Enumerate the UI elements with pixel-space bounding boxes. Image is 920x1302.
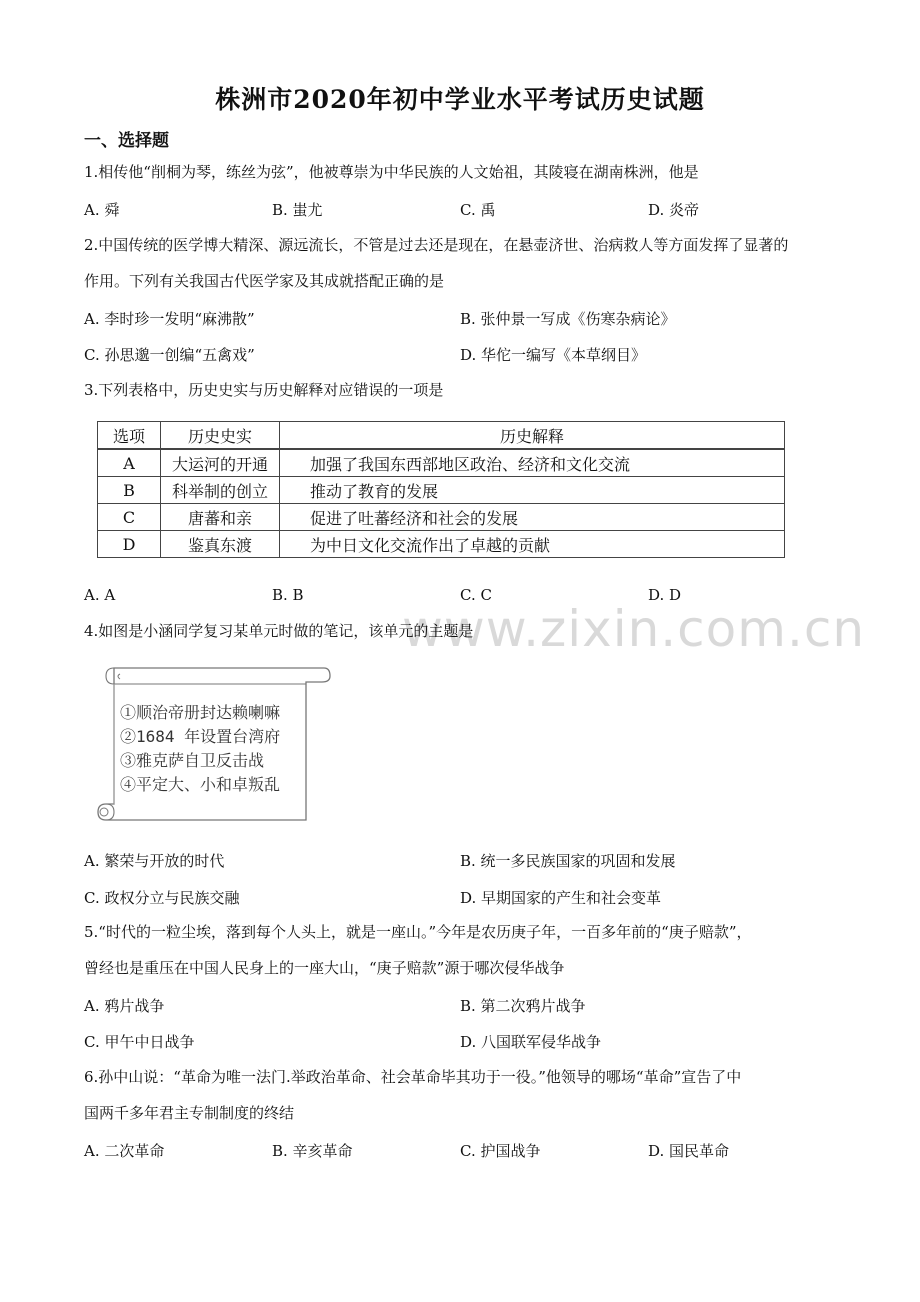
table-cell: 加强了我国东西部地区政治、经济和文化交流: [280, 449, 785, 477]
table-cell: D: [98, 531, 161, 558]
option-a[interactable]: A. 二次革命: [84, 1142, 165, 1160]
question-5-options-row1: [84, 995, 844, 1025]
option-c[interactable]: C. 孙思邈一创编“五禽戏”: [84, 346, 255, 364]
table-row: [98, 477, 785, 504]
table-header: 历史史实: [161, 422, 280, 450]
option-a[interactable]: A. 李时珍一发明“麻沸散”: [84, 310, 255, 328]
question-2-options-row1: [84, 308, 844, 338]
table-cell: 唐蕃和亲: [161, 504, 280, 531]
option-d[interactable]: D. 华佗一编写《本草纲目》: [460, 346, 647, 364]
question-6-stem-line1: 6.孙中山说：“革命为唯一法门.举政治革命、社会革命毕其功于一役。”他领导的哪场“革命”宣告了中: [84, 1068, 742, 1086]
history-table: [97, 421, 785, 558]
table-cell: C: [98, 504, 161, 531]
option-b[interactable]: B. 蚩尤: [272, 201, 323, 219]
option-c[interactable]: C. 政权分立与民族交融: [84, 889, 240, 907]
table-cell: 科举制的创立: [161, 477, 280, 504]
option-b[interactable]: B. 统一多民族国家的巩固和发展: [460, 852, 676, 870]
option-b[interactable]: B. B: [272, 586, 304, 604]
table-cell: 大运河的开通: [161, 449, 280, 477]
option-b[interactable]: B. 辛亥革命: [272, 1142, 353, 1160]
option-a[interactable]: A. A: [84, 586, 116, 604]
option-a[interactable]: A. 繁荣与开放的时代: [84, 852, 225, 870]
option-c[interactable]: C. 禹: [460, 201, 496, 219]
note-line: ③雅克萨自卫反击战: [120, 751, 265, 770]
table-header: 选项: [98, 422, 161, 450]
question-1-stem: 1.相传他“削桐为琴，练丝为弦”，他被尊崇为中华民族的人文始祖，其陵寝在湖南株洲，他是: [84, 163, 699, 181]
option-a[interactable]: A. 鸦片战争: [84, 997, 165, 1015]
question-2-stem-line2: 作用。下列有关我国古代医学家及其成就搭配正确的是: [84, 272, 445, 290]
question-2-options-row2: [84, 344, 844, 374]
option-d[interactable]: D. 炎帝: [648, 201, 700, 219]
table-cell: 为中日文化交流作出了卓越的贡献: [280, 531, 785, 558]
question-5-options-row2: [84, 1031, 844, 1061]
option-d[interactable]: D. D: [648, 586, 682, 604]
question-2-stem-line1: 2.中国传统的医学博大精深、源远流长，不管是过去还是现在，在悬壶济世、治病救人等方面发挥了显著的: [84, 236, 789, 254]
table-cell: A: [98, 449, 161, 477]
note-line: ②1684 年设置台湾府: [120, 727, 281, 746]
table-cell: 推动了教育的发展: [280, 477, 785, 504]
table-cell: B: [98, 477, 161, 504]
table-cell: 鉴真东渡: [161, 531, 280, 558]
table-header: 历史解释: [280, 422, 785, 450]
question-6-stem-line2: 国两千多年君主专制制度的终结: [84, 1104, 295, 1122]
option-b[interactable]: B. 张仲景一写成《伤寒杂病论》: [460, 310, 676, 328]
question-4-options-row1: [84, 850, 844, 880]
question-3-stem: 3.下列表格中，历史史实与历史解释对应错误的一项是: [84, 381, 444, 399]
option-a[interactable]: A. 舜: [84, 201, 120, 219]
page-title: 株洲市2020年初中学业水平考试历史试题: [215, 85, 705, 114]
question-5-stem-line1: 5.“时代的一粒尘埃，落到每个人头上，就是一座山。”今年是农历庚子年，一百多年前的“庚子赔款”，: [84, 923, 752, 941]
question-4-options-row2: [84, 887, 844, 917]
option-c[interactable]: C. 护国战争: [460, 1142, 541, 1160]
note-line: ④平定大、小和卓叛乱: [120, 775, 281, 794]
table-row: [98, 449, 785, 477]
option-b[interactable]: B. 第二次鸦片战争: [460, 997, 586, 1015]
table-cell: 促进了吐蕃经济和社会的发展: [280, 504, 785, 531]
table-row: [98, 531, 785, 558]
option-c[interactable]: C. C: [460, 586, 492, 604]
section-heading: 一、选择题: [84, 131, 169, 151]
option-d[interactable]: D. 八国联军侵华战争: [460, 1033, 602, 1051]
option-d[interactable]: D. 国民革命: [648, 1142, 730, 1160]
option-c[interactable]: C. 甲午中日战争: [84, 1033, 195, 1051]
watermark: www.zixin.com.cn: [402, 600, 866, 658]
option-d[interactable]: D. 早期国家的产生和社会变革: [460, 889, 662, 907]
note-line: ①顺治帝册封达赖喇嘛: [120, 703, 281, 722]
question-1-options: [84, 199, 844, 229]
question-5-stem-line2: 曾经也是重压在中国人民身上的一座大山，“庚子赔款”源于哪次侵华战争: [84, 959, 565, 977]
table-header-row: [98, 422, 785, 450]
question-3-options: [84, 586, 844, 616]
question-4-stem: 4.如图是小涵同学复习某单元时做的笔记，该单元的主题是: [84, 622, 474, 640]
table-row: [98, 504, 785, 531]
question-6-options: [84, 1140, 844, 1170]
